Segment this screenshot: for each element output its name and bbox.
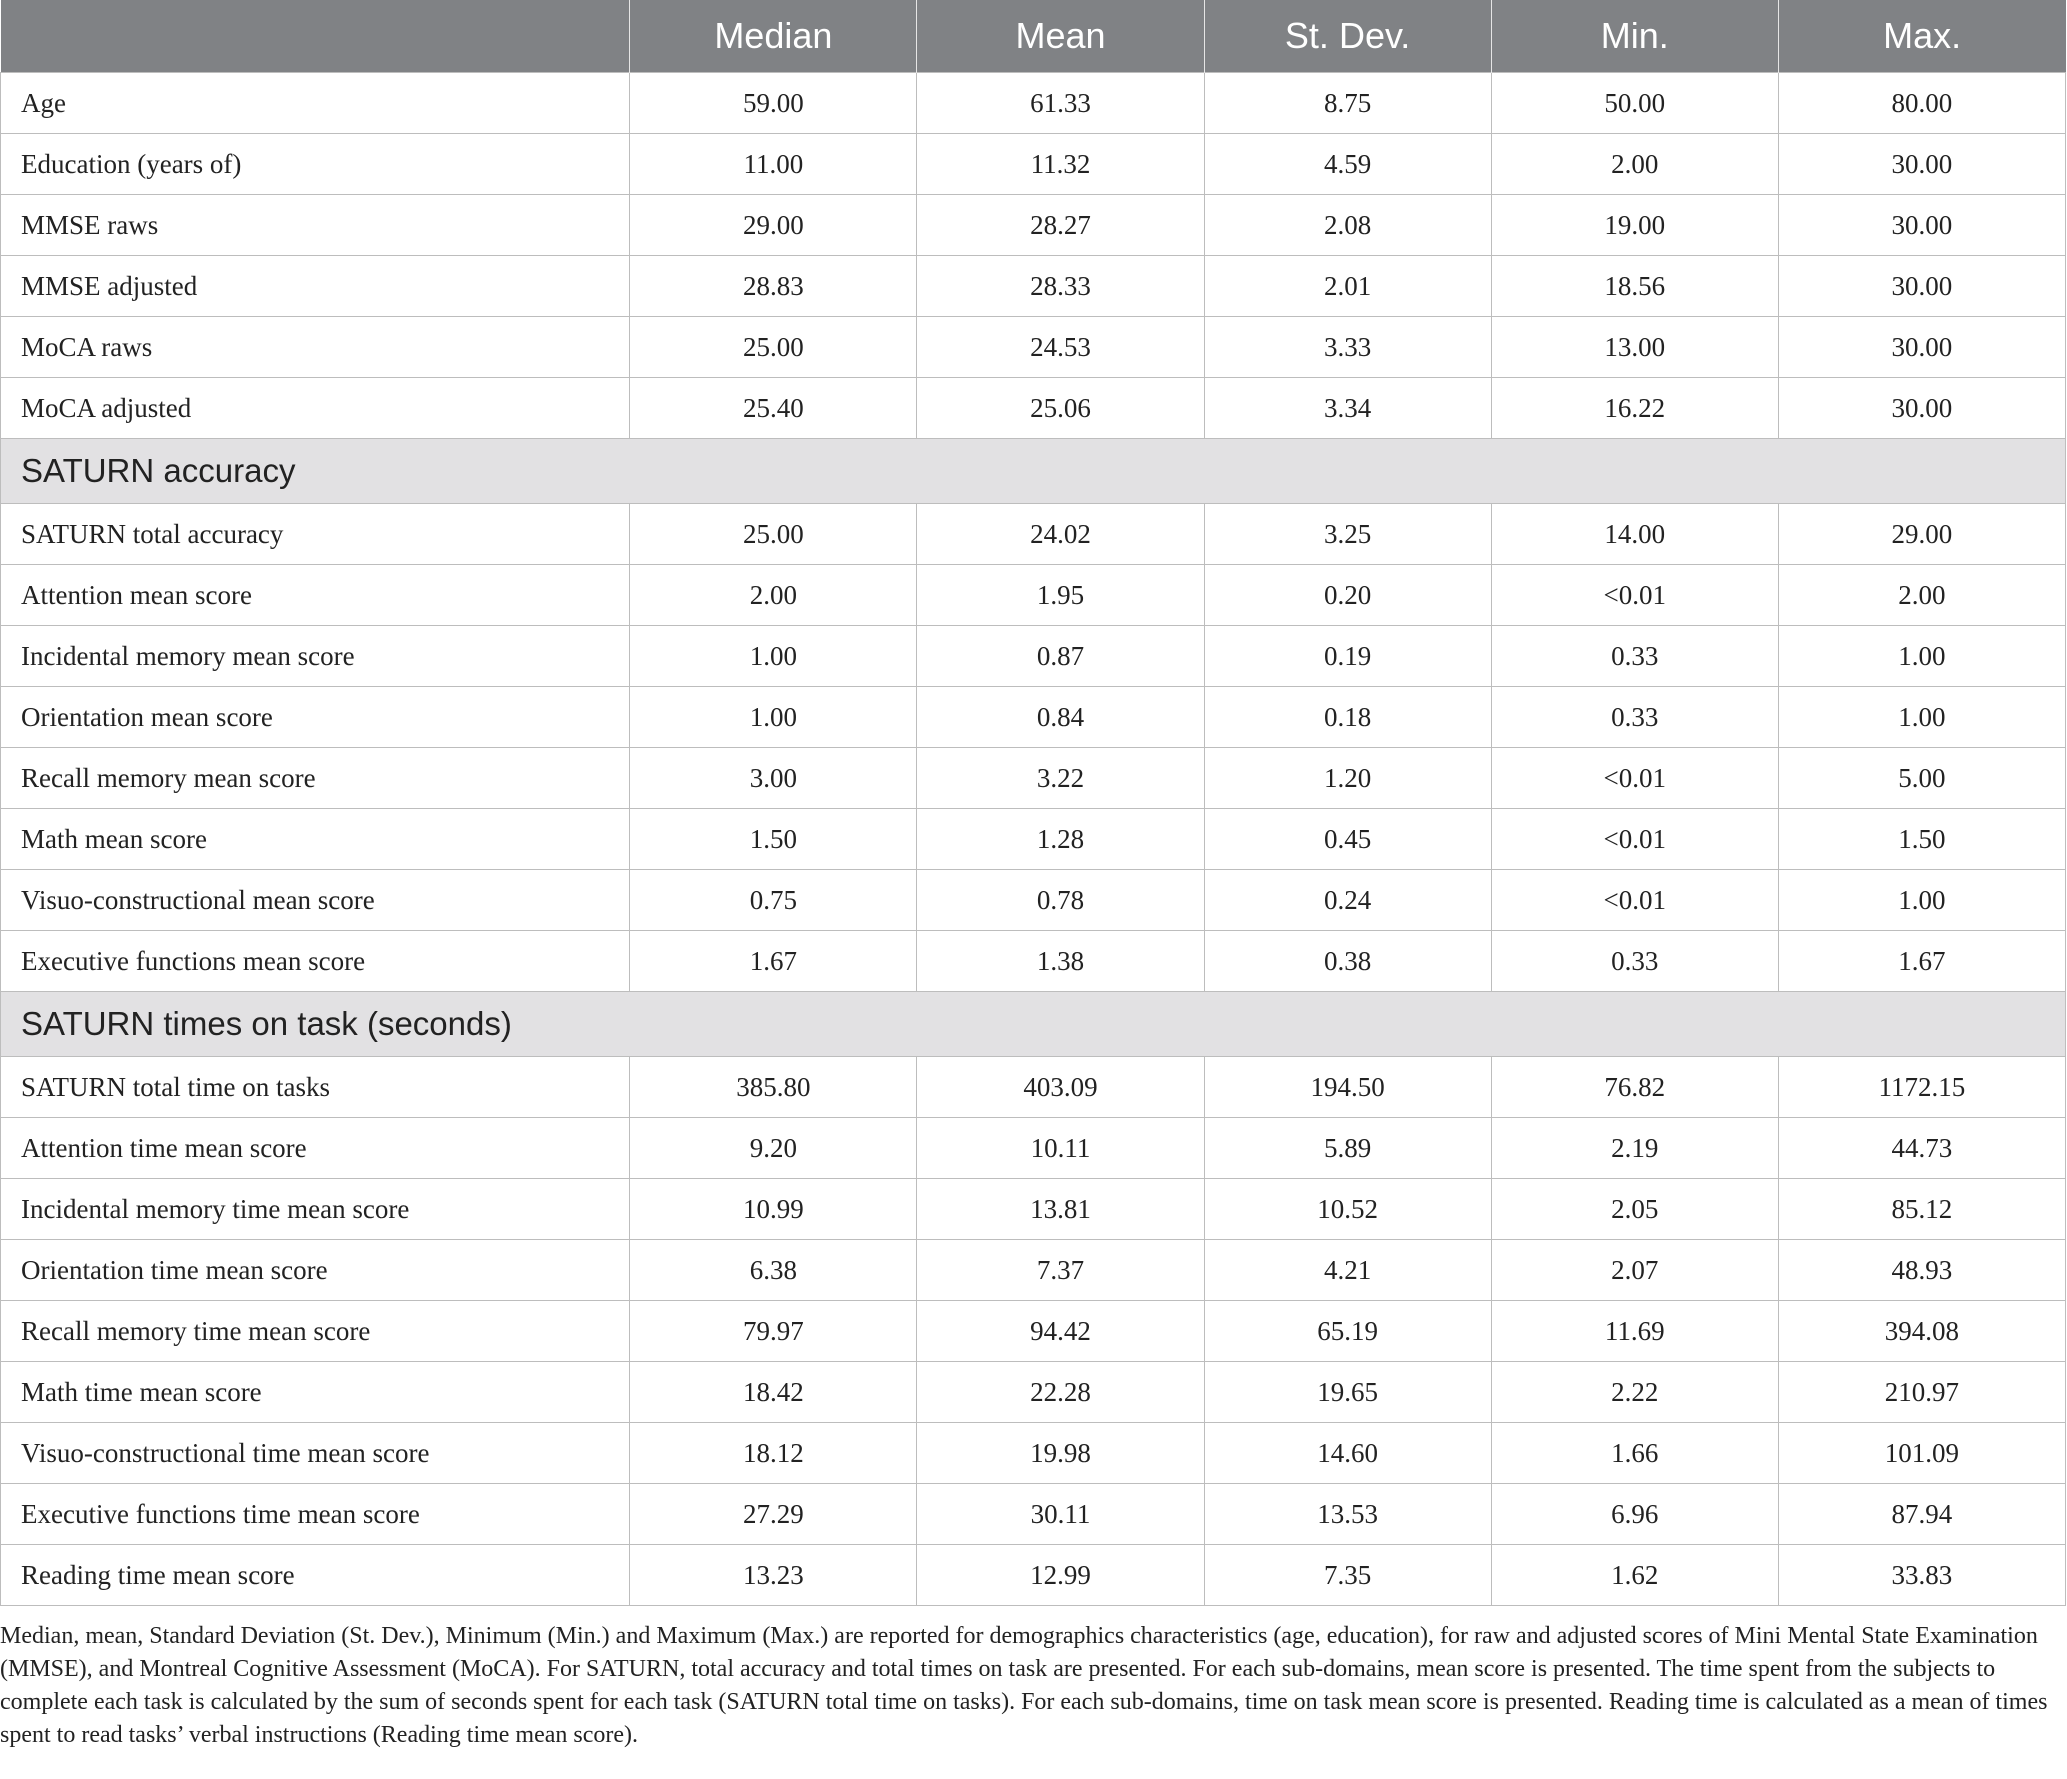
table-row: [1, 256, 2066, 317]
table-cell: 87.94: [1778, 1484, 2065, 1545]
table-row: [1, 1484, 2066, 1545]
table-cell: 14.00: [1491, 504, 1778, 565]
table-cell: 1.66: [1491, 1423, 1778, 1484]
section-title: SATURN accuracy: [1, 439, 2066, 504]
table-cell: 3.25: [1204, 504, 1491, 565]
table-row: [1, 565, 2066, 626]
header-cell-max: Max.: [1778, 0, 2065, 73]
row-label: SATURN total time on tasks: [1, 1057, 630, 1118]
table-row: [1, 1118, 2066, 1179]
table-cell: 5.00: [1778, 748, 2065, 809]
table-cell: 1.00: [630, 687, 917, 748]
table-cell: 33.83: [1778, 1545, 2065, 1606]
table-cell: 30.11: [917, 1484, 1204, 1545]
table-cell: 0.87: [917, 626, 1204, 687]
table-cell: 1.00: [1778, 626, 2065, 687]
table-cell: 0.45: [1204, 809, 1491, 870]
table-cell: 27.29: [630, 1484, 917, 1545]
header-cell-mean: Mean: [917, 0, 1204, 73]
table-cell: 1.20: [1204, 748, 1491, 809]
row-label: MMSE raws: [1, 195, 630, 256]
table-cell: 0.20: [1204, 565, 1491, 626]
table-cell: 2.05: [1491, 1179, 1778, 1240]
table-cell: <0.01: [1491, 565, 1778, 626]
table-cell: 2.00: [1778, 565, 2065, 626]
table-cell: 8.75: [1204, 73, 1491, 134]
section-header-row: [1, 439, 2066, 504]
table-row: [1, 748, 2066, 809]
row-label: MMSE adjusted: [1, 256, 630, 317]
table-cell: 2.00: [630, 565, 917, 626]
table-cell: 13.23: [630, 1545, 917, 1606]
row-label: Visuo-constructional time mean score: [1, 1423, 630, 1484]
table-row: [1, 73, 2066, 134]
row-label: Recall memory time mean score: [1, 1301, 630, 1362]
table-cell: 19.98: [917, 1423, 1204, 1484]
row-label: Visuo-constructional mean score: [1, 870, 630, 931]
table-cell: 0.38: [1204, 931, 1491, 992]
table-cell: 403.09: [917, 1057, 1204, 1118]
table-cell: 3.00: [630, 748, 917, 809]
row-label: Orientation time mean score: [1, 1240, 630, 1301]
row-label: Orientation mean score: [1, 687, 630, 748]
row-label: Attention mean score: [1, 565, 630, 626]
table-footnote: Median, mean, Standard Deviation (St. Dev.), Minimum (Min.) and Maximum (Max.) are reported for demographics characteristics (age, education), for raw and adjusted scores of Mini Mental State Examination (MMSE), and Montreal Cognitive Assessment (MoCA). For SATURN, total accuracy and total times on task are presented. For each sub-domains, mean score is presented. The time spent from the subjects to complete each task is calculated by the sum of seconds spent for each task (SATURN total time on tasks). For each sub-domains, time on task mean score is presented. Reading time is calculated as a mean of times spent to read tasks’ verbal instructions (Reading time mean score).: [0, 1623, 2048, 1748]
table-cell: 30.00: [1778, 195, 2065, 256]
table-cell: 2.19: [1491, 1118, 1778, 1179]
table-cell: 1.95: [917, 565, 1204, 626]
row-label: SATURN total accuracy: [1, 504, 630, 565]
header-row: [1, 0, 2066, 73]
table-cell: 9.20: [630, 1118, 917, 1179]
table-cell: 0.33: [1491, 687, 1778, 748]
table-body: [1, 73, 2066, 1606]
table-cell: 101.09: [1778, 1423, 2065, 1484]
table-cell: 1.50: [630, 809, 917, 870]
table-cell: 4.59: [1204, 134, 1491, 195]
table-cell: 0.75: [630, 870, 917, 931]
table-cell: 1.38: [917, 931, 1204, 992]
table-cell: 0.33: [1491, 626, 1778, 687]
table-cell: 394.08: [1778, 1301, 2065, 1362]
table-cell: 29.00: [1778, 504, 2065, 565]
table-cell: 10.11: [917, 1118, 1204, 1179]
table-cell: 14.60: [1204, 1423, 1491, 1484]
table-cell: 61.33: [917, 73, 1204, 134]
table-cell: 1.00: [630, 626, 917, 687]
row-label: Incidental memory mean score: [1, 626, 630, 687]
table-row: [1, 195, 2066, 256]
table-cell: 28.83: [630, 256, 917, 317]
table-cell: 19.65: [1204, 1362, 1491, 1423]
table-cell: <0.01: [1491, 809, 1778, 870]
table-cell: 6.38: [630, 1240, 917, 1301]
table-row: [1, 317, 2066, 378]
table-cell: 1.67: [630, 931, 917, 992]
table-cell: 48.93: [1778, 1240, 2065, 1301]
table-cell: 6.96: [1491, 1484, 1778, 1545]
table-row: [1, 1423, 2066, 1484]
header-cell-st-dev: St. Dev.: [1204, 0, 1491, 73]
table-cell: 25.00: [630, 317, 917, 378]
table-cell: 0.19: [1204, 626, 1491, 687]
table-cell: 30.00: [1778, 378, 2065, 439]
table-row: [1, 1545, 2066, 1606]
table-cell: 1.00: [1778, 687, 2065, 748]
table-cell: 1.67: [1778, 931, 2065, 992]
table-cell: 10.99: [630, 1179, 917, 1240]
table-cell: 5.89: [1204, 1118, 1491, 1179]
table-row: [1, 1057, 2066, 1118]
row-label: Reading time mean score: [1, 1545, 630, 1606]
table-cell: 194.50: [1204, 1057, 1491, 1118]
table-cell: 1.50: [1778, 809, 2065, 870]
table-cell: 25.40: [630, 378, 917, 439]
row-label: Math mean score: [1, 809, 630, 870]
table-cell: 25.00: [630, 504, 917, 565]
table-cell: 4.21: [1204, 1240, 1491, 1301]
table-cell: 10.52: [1204, 1179, 1491, 1240]
table-cell: 94.42: [917, 1301, 1204, 1362]
table-cell: 29.00: [630, 195, 917, 256]
table-cell: 30.00: [1778, 317, 2065, 378]
table-cell: 0.24: [1204, 870, 1491, 931]
section-title: SATURN times on task (seconds): [1, 992, 2066, 1057]
table-cell: 18.56: [1491, 256, 1778, 317]
table-cell: 1172.15: [1778, 1057, 2065, 1118]
row-label: Executive functions time mean score: [1, 1484, 630, 1545]
table-cell: 30.00: [1778, 256, 2065, 317]
table-cell: 2.08: [1204, 195, 1491, 256]
table-cell: 7.37: [917, 1240, 1204, 1301]
row-label: Math time mean score: [1, 1362, 630, 1423]
header-cell-median: Median: [630, 0, 917, 73]
table-cell: 0.18: [1204, 687, 1491, 748]
table-row: [1, 1240, 2066, 1301]
table-cell: 13.81: [917, 1179, 1204, 1240]
table-cell: 13.53: [1204, 1484, 1491, 1545]
table-cell: 79.97: [630, 1301, 917, 1362]
table-cell: 24.02: [917, 504, 1204, 565]
table-cell: 11.32: [917, 134, 1204, 195]
row-label: MoCA raws: [1, 317, 630, 378]
header-cell-min: Min.: [1491, 0, 1778, 73]
table-cell: 3.34: [1204, 378, 1491, 439]
table-cell: 0.33: [1491, 931, 1778, 992]
table-cell: 7.35: [1204, 1545, 1491, 1606]
row-label: Recall memory mean score: [1, 748, 630, 809]
table-cell: 1.62: [1491, 1545, 1778, 1606]
table-cell: 24.53: [917, 317, 1204, 378]
table-cell: 28.33: [917, 256, 1204, 317]
table-cell: 2.07: [1491, 1240, 1778, 1301]
table-cell: 3.33: [1204, 317, 1491, 378]
table-row: [1, 504, 2066, 565]
row-label: Attention time mean score: [1, 1118, 630, 1179]
table-cell: 1.00: [1778, 870, 2065, 931]
table-row: [1, 931, 2066, 992]
table-row: [1, 687, 2066, 748]
table-cell: <0.01: [1491, 870, 1778, 931]
table-cell: 2.22: [1491, 1362, 1778, 1423]
row-label: Incidental memory time mean score: [1, 1179, 630, 1240]
table-cell: 80.00: [1778, 73, 2065, 134]
table-cell: 16.22: [1491, 378, 1778, 439]
table-row: [1, 378, 2066, 439]
table-cell: 11.00: [630, 134, 917, 195]
table-cell: 385.80: [630, 1057, 917, 1118]
table-row: [1, 626, 2066, 687]
table-row: [1, 1362, 2066, 1423]
row-label: Age: [1, 73, 630, 134]
row-label: Executive functions mean score: [1, 931, 630, 992]
table-cell: 2.01: [1204, 256, 1491, 317]
table-cell: 18.42: [630, 1362, 917, 1423]
table-cell: 59.00: [630, 73, 917, 134]
table-cell: 2.00: [1491, 134, 1778, 195]
table-cell: 85.12: [1778, 1179, 2065, 1240]
row-label: MoCA adjusted: [1, 378, 630, 439]
header-cell-label: [1, 0, 630, 73]
table-cell: 28.27: [917, 195, 1204, 256]
table-cell: 210.97: [1778, 1362, 2065, 1423]
table-cell: <0.01: [1491, 748, 1778, 809]
table-cell: 25.06: [917, 378, 1204, 439]
table-cell: 44.73: [1778, 1118, 2065, 1179]
table-cell: 22.28: [917, 1362, 1204, 1423]
table-cell: 3.22: [917, 748, 1204, 809]
row-label: Education (years of): [1, 134, 630, 195]
table-row: [1, 870, 2066, 931]
table-cell: 1.28: [917, 809, 1204, 870]
section-header-row: [1, 992, 2066, 1057]
table-row: [1, 134, 2066, 195]
table-cell: 13.00: [1491, 317, 1778, 378]
table-cell: 0.84: [917, 687, 1204, 748]
table-cell: 11.69: [1491, 1301, 1778, 1362]
table-cell: 50.00: [1491, 73, 1778, 134]
table-cell: 0.78: [917, 870, 1204, 931]
table-cell: 65.19: [1204, 1301, 1491, 1362]
table-row: [1, 1301, 2066, 1362]
table-cell: 19.00: [1491, 195, 1778, 256]
table-row: [1, 809, 2066, 870]
table-cell: 30.00: [1778, 134, 2065, 195]
table-cell: 12.99: [917, 1545, 1204, 1606]
table-cell: 76.82: [1491, 1057, 1778, 1118]
table-cell: 18.12: [630, 1423, 917, 1484]
table-row: [1, 1179, 2066, 1240]
